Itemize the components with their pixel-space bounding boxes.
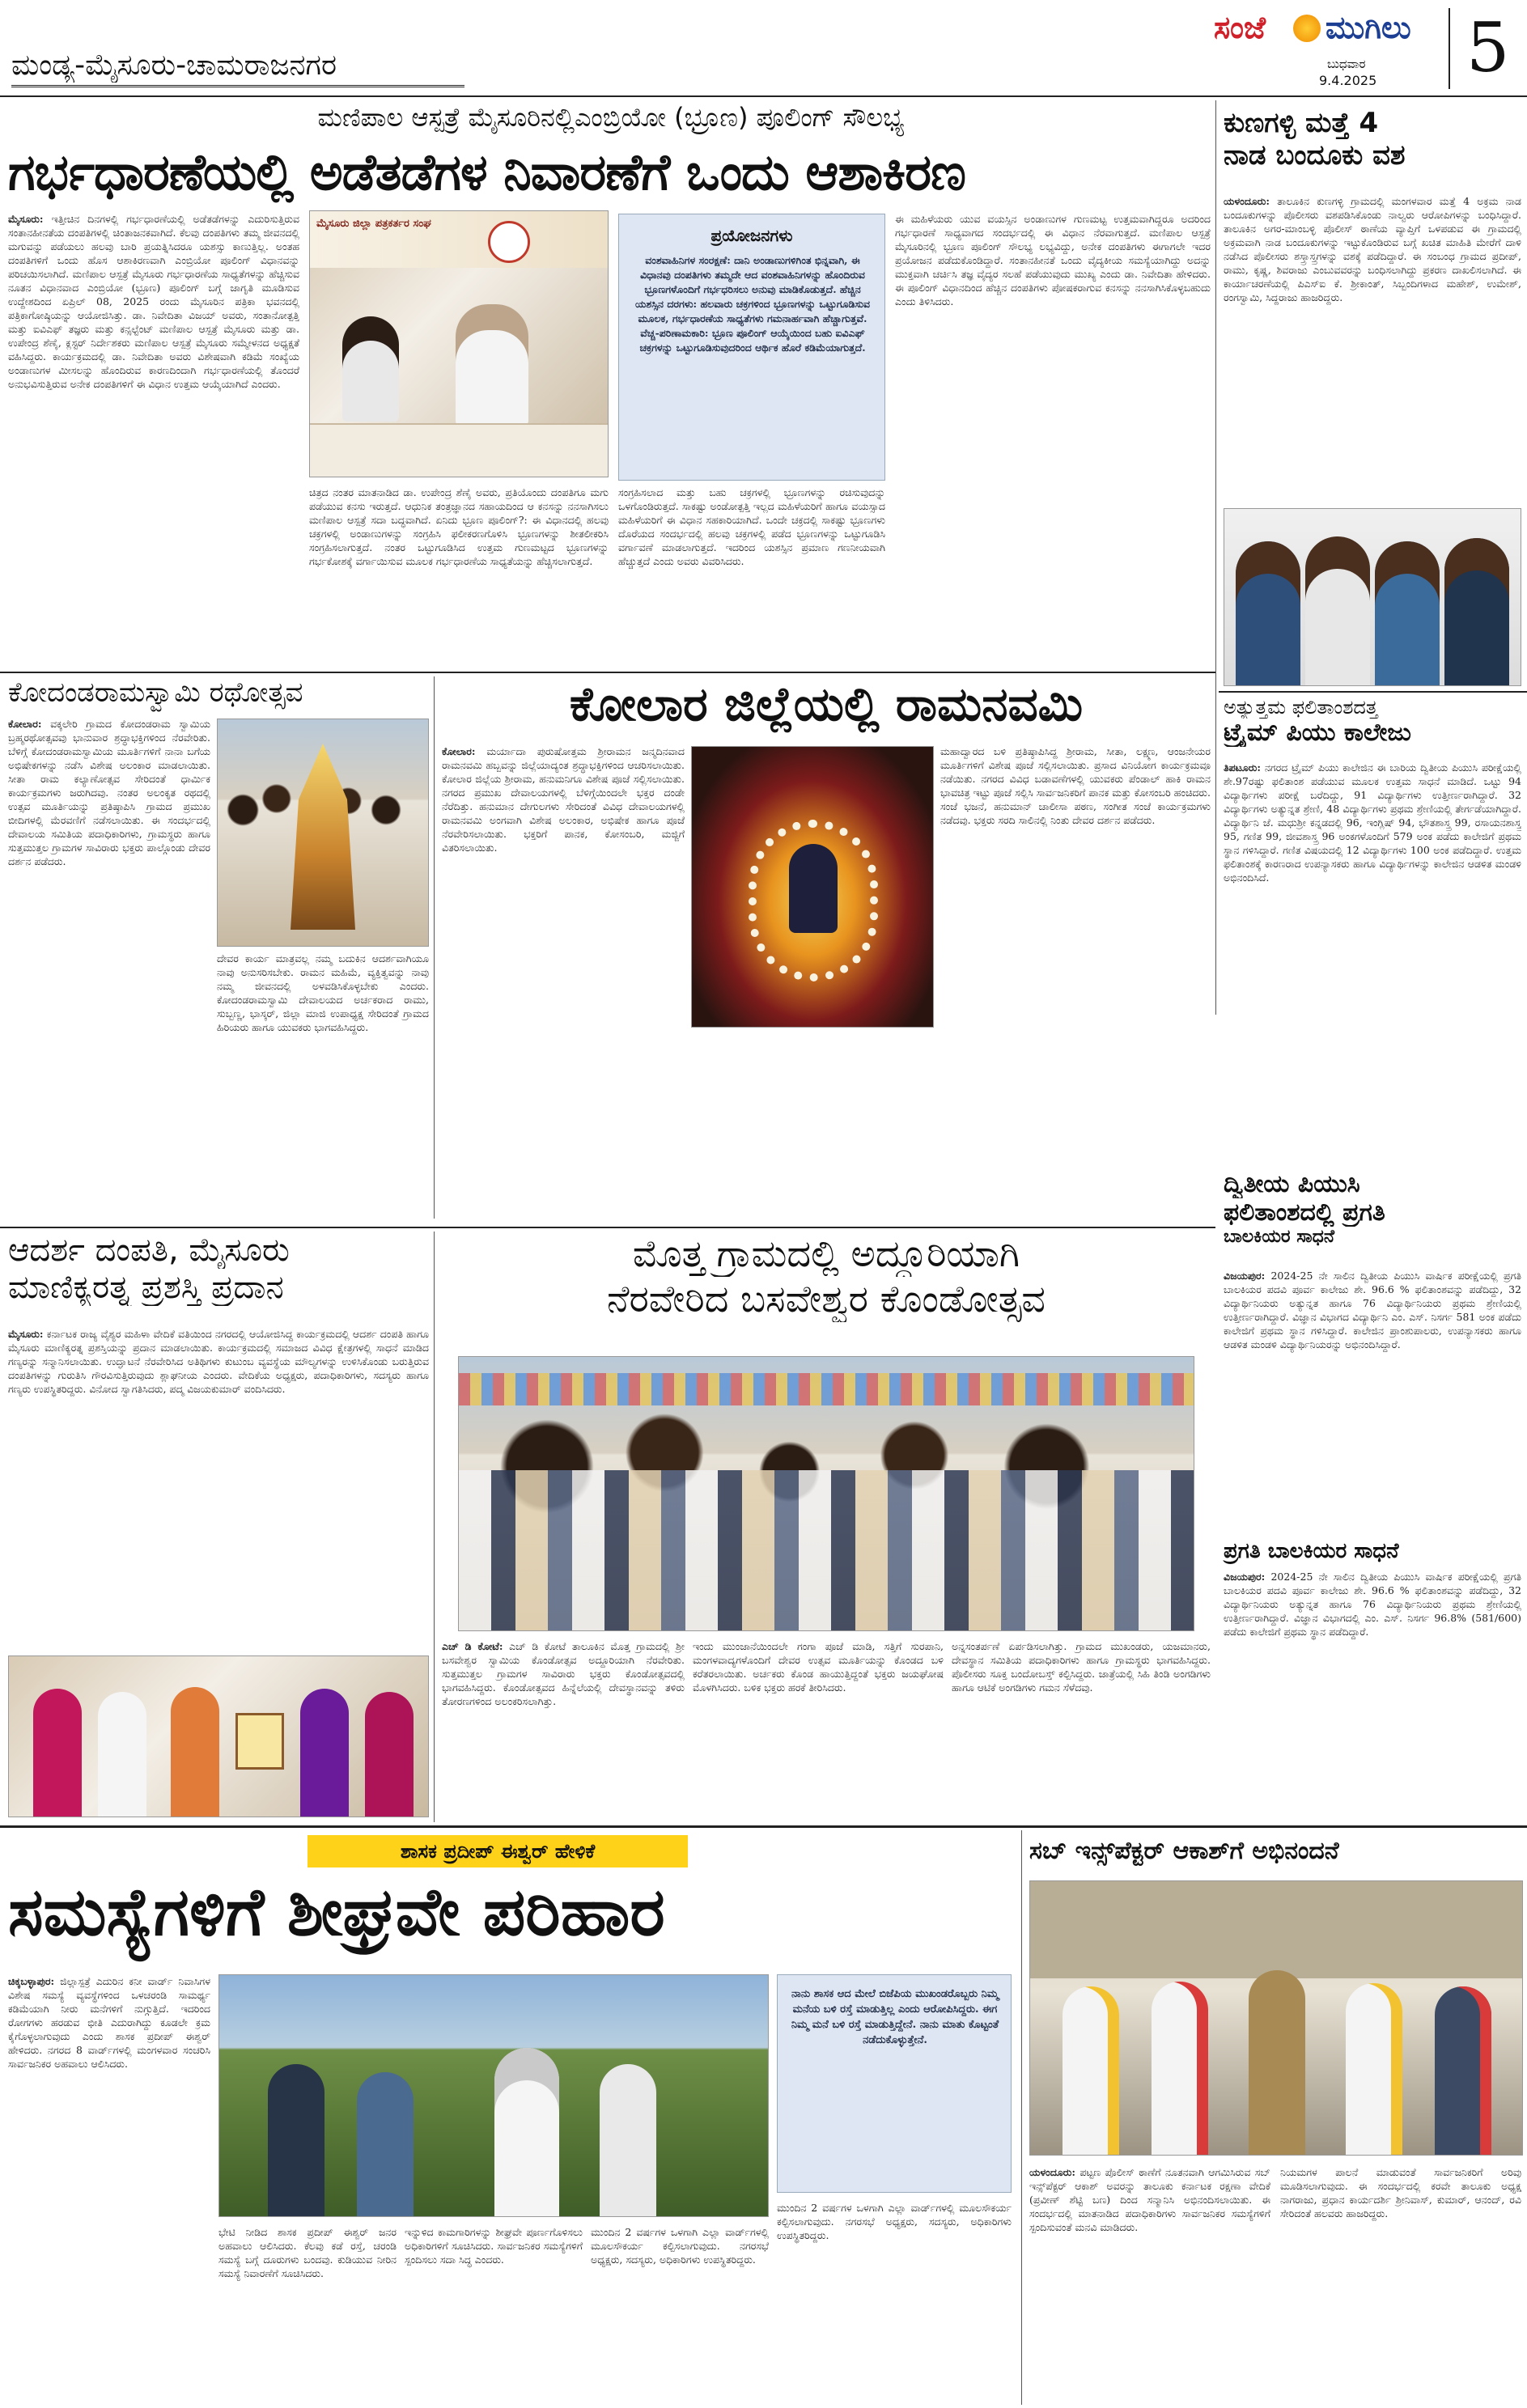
kolar-headline: ಕೋಲಾರ ಜಿಲ್ಲೆಯಲ್ಲಿ ರಾಮನವಮಿ (569, 676, 1084, 731)
bottom-col-5: ಮುಂದಿನ 2 ವರ್ಷಗಳ ಒಳಗಾಗಿ ಎಲ್ಲಾ ವಾರ್ಡ್‌ಗಳಲ್ಲಿ ಮೂಲಸೌಕರ್ಯ ಕಲ್ಪಿಸಲಾಗುವುದು. ನಗರಸಭೆ ಅಧ್ಯಕ್ಷರು, ಸದಸ್ಯರು, ಅಧಿಕಾರಿಗಳು ಉಪಸ್ಥಿತರಿದ್ದರು. (777, 2202, 1012, 2241)
member-2 (1152, 1982, 1208, 2156)
bottom-col-3: ಇನ್ನುಳಿದ ಕಾಮಗಾರಿಗಳನ್ನು ಶೀಘ್ರವೇ ಪೂರ್ಣಗೊಳಿಸಲು ಅಧಿಕಾರಿಗಳಿಗೆ ಸೂಚಿಸಿದರು. ಸಾರ್ವಜನಿಕರ ಸಮಸ್ಯೆಗಳಿಗೆ ಸ್ಪಂದಿಸಲು ಸದಾ ಸಿದ್ಧ ಎಂದರು. (405, 2226, 583, 2266)
pragati-2-headline: ಪ್ರಗತಿ ಬಾಲಕಿಯರ ಸಾಧನೆ (1224, 1539, 1399, 1563)
resident-2 (357, 2072, 414, 2217)
issue-date: 9.4.2025 (1319, 73, 1377, 88)
kodanda-col-1: ಕೋಲಾರ: ವಕ್ಕಲೇರಿ ಗ್ರಾಮದ ಕೋದಂಡರಾಮ ಸ್ವಾಮಿಯ ಬ್ರಹ್ಮರಥೋತ್ಸವವು ಭಾನುವಾರ ಶ್ರದ್ಧಾಭಕ್ತಿಗಳಿಂದ ನೆರವೇರಿತು. ಬೆಳಿಗ್ಗೆ ಕೋದಂಡರಾಮಸ್ವಾಮಿಯ ಮೂರ್ತಿಗಳಿಗೆ ನಾನಾ ಬಗೆಯ ಅಭಿಷೇಕಗಳನ್ನು ನಡೆಸಿ ವಿಶೇಷ ಅಲಂಕಾರ ಮಾಡಲಾಯಿತು. ಸೀತಾ ರಾಮ ಕಲ್ಯಾಣೋತ್ಸವ ಸೇರಿದಂತೆ ಧಾರ್ಮಿಕ ಕಾರ್ಯಕ್ರಮಗಳು ಜರುಗಿದವು. ನಂತರ ಅಲಂಕೃತ ರಥದಲ್ಲಿ ಉತ್ಸವ ಮೂರ್ತಿಯನ್ನು ಪ್ರತಿಷ್ಠಾಪಿಸಿ ಗ್ರಾಮದ ಪ್ರಮುಖ ಬೀದಿಗಳಲ್ಲಿ ಮೆರವಣಿಗೆ ನಡೆಸಲಾಯಿತು. ಈ ಸಂದರ್ಭದಲ್ಲಿ ದೇವಾಲಯ ಸಮಿತಿಯ ಪದಾಧಿಕಾರಿಗಳು, ಗ್ರಾಮಸ್ಥರು ಹಾಗೂ ಸುತ್ತಮುತ್ತಲ ಗ್ರಾಮಗಳ ಸಾವಿರಾರು ಭಕ್ತರು ಪಾಲ್ಗೊಂಡು ದೇವರ ದರ್ಶನ ಪಡೆದರು. (8, 718, 210, 867)
kondotsava-photo (458, 1356, 1194, 1631)
award-photo (8, 1656, 429, 1817)
resident-1 (268, 2064, 324, 2217)
adarsha-headline: ಆದರ್ಶ ದಂಪತಿ, ಮೈಸೂರು ಮಾಣಿಕ್ಯರತ್ನ ಪ್ರಶಸ್ತಿ ಪ್ರದಾನ (8, 1232, 290, 1306)
press-meet-photo (309, 210, 609, 477)
quote-box: ನಾನು ಶಾಸಕ ಆದ ಮೇಲೆ ಬಿಜೆಪಿಯ ಮುಖಂಡರೊಬ್ಬರು ನಿಮ್ಮ ಮನೆಯ ಬಳಿ ರಸ್ತೆ ಮಾಡುತ್ತಿಲ್ಲ ಎಂದು ಆರೋಪಿಸಿದ್ದರು. ಈಗ ನಿಮ್ಮ ಮನೆ ಬಳಿ ರಸ್ತೆ ಮಾಡುತ್ತಿದ್ದೇನೆ. ನಾನು ಮಾತು ಕೊಟ್ಟಂತೆ ನಡೆದುಕೊಳ್ಳುತ್ತೇನೆ. (777, 1974, 1012, 2193)
main-col-4: ಈ ಮಹಿಳೆಯರು ಯುವ ವಯಸ್ಸಿನ ಅಂಡಾಣುಗಳ ಗುಣಮಟ್ಟ ಉತ್ತಮವಾಗಿದ್ದರೂ ಅದರಿಂದ ಗರ್ಭಧಾರಣೆ ಸಾಧ್ಯವಾಗದ ಸಂದರ್ಭದಲ್ಲಿ ಈ ವಿಧಾನ ನೆರವಾಗುತ್ತದೆ. ಮಣಿಪಾಲ ಆಸ್ಪತ್ರೆ ಮೈಸೂರಿನಲ್ಲಿ ಭ್ರೂಣ ಪೂಲಿಂಗ್ ಸೌಲಭ್ಯ ಲಭ್ಯವಿದ್ದು, ಅನೇಕ ದಂಪತಿಗಳು ಈಗಾಗಲೇ ಇದರ ಪ್ರಯೋಜನ ಪಡೆದುಕೊಂಡಿದ್ದಾರೆ. ಸಂತಾನಹೀನತೆ ಒಂದು ವೈದ್ಯಕೀಯ ಸಮಸ್ಯೆಯಾಗಿದ್ದು ಅದನ್ನು ಮುಕ್ತವಾಗಿ ಚರ್ಚಿಸಿ ತಜ್ಞ ವೈದ್ಯರ ಸಲಹೆ ಪಡೆಯುವುದು ಮುಖ್ಯ ಎಂದು ಡಾ. ನಿವೇದಿತಾ ಹೇಳಿದರು. ಈ ಪೂಲಿಂಗ್ ವಿಧಾನದಿಂದ ಹೆಚ್ಚಿನ ದಂಪತಿಗಳು ಪೋಷಕರಾಗುವ ಕನಸನ್ನು ನನಸಾಗಿಸಿಕೊಳ್ಳಬಹುದು ಎಂದು ತಿಳಿಸಿದರು. (895, 213, 1211, 307)
garland (749, 820, 878, 981)
page-number: 5 (1466, 8, 1510, 87)
benefits-box (618, 214, 885, 481)
pu-body: ತಿಪಟೂರು: ನಗರದ ಟ್ರೈಮ್ ಪಿಯು ಕಾಲೇಜಿನ ಈ ಬಾರಿಯ ದ್ವಿತೀಯ ಪಿಯುಸಿ ಪರೀಕ್ಷೆಯಲ್ಲಿ ಶೇ.97ರಷ್ಟು ಫಲಿತಾಂಶ ಪಡೆಯುವ ಮೂಲಕ ಉತ್ತಮ ಸಾಧನೆ ಮಾಡಿದೆ. ಒಟ್ಟು 94 ವಿದ್ಯಾರ್ಥಿಗಳು ಪರೀಕ್ಷೆ ಬರೆದಿದ್ದು, 91 ವಿದ್ಯಾರ್ಥಿಗಳು ಉತ್ತೀರ್ಣರಾಗಿದ್ದಾರೆ. 32 ವಿದ್ಯಾರ್ಥಿಗಳು ಅತ್ಯುನ್ನತ ಶ್ರೇಣಿ, 48 ವಿದ್ಯಾರ್ಥಿಗಳು ಪ್ರಥಮ ಶ್ರೇಣಿಯಲ್ಲಿ ತೇರ್ಗಡೆಯಾಗಿದ್ದಾರೆ. ವಿದ್ಯಾರ್ಥಿನಿ ಜೆ. ಮಧುಶ್ರೀ ಕನ್ನಡದಲ್ಲಿ 96, ಇಂಗ್ಲಿಷ್ 94, ಭೌತಶಾಸ್ತ್ರ 99, ರಸಾಯನಶಾಸ್ತ್ರ 95, ಗಣಿತ 99, ಜೀವಶಾಸ್ತ್ರ 96 ಅಂಕಗಳೊಂದಿಗೆ 579 ಅಂಕ ಪಡೆದು ಕಾಲೇಜಿಗೆ ಪ್ರಥಮ ಸ್ಥಾನ ಗಳಿಸಿದ್ದಾರೆ. ಗಣಿತ ವಿಷಯದಲ್ಲಿ 12 ವಿದ್ಯಾರ್ಥಿಗಳು 100 ಅಂಕ ಪಡೆದಿದ್ದಾರೆ. ಉತ್ತಮ ಫಲಿತಾಂಶಕ್ಕೆ ಕಾರಣರಾದ ಉಪನ್ಯಾಸಕರು ಹಾಗೂ ವಿದ್ಯಾರ್ಥಿಗಳನ್ನು ಕಾಲೇಜಿನ ಆಡಳಿತ ಮಂಡಳಿ ಅಭಿನಂದಿಸಿದೆ. (1224, 761, 1521, 884)
person-4 (1444, 538, 1509, 686)
pragati-2-body: ವಿಜಯಪುರ: 2024-25 ನೇ ಸಾಲಿನ ದ್ವಿತೀಯ ಪಿಯುಸಿ ವಾರ್ಷಿಕ ಪರೀಕ್ಷೆಯಲ್ಲಿ ಪ್ರಗತಿ ಬಾಲಕಿಯರ ಪದವಿ ಪೂರ್ವ ಕಾಲೇಜು ಶೇ. 96.6 % ಫಲಿತಾಂಶವನ್ನು ಪಡೆದಿದ್ದು, 32 ವಿದ್ಯಾರ್ಥಿನಿಯರು ಅತ್ಯುನ್ನತ ಹಾಗೂ 76 ವಿದ್ಯಾರ್ಥಿನಿಯರು ಪ್ರಥಮ ಶ್ರೇಣಿಯಲ್ಲಿ ಉತ್ತೀರ್ಣರಾಗಿದ್ದಾರೆ. ವಿಜ್ಞಾನ ವಿಭಾಗದಲ್ಲಿ ಎಂ. ಎಸ್. ನಿಸರ್ಗ 96.8% (581/600) ಪಡೆದು ಕಾಲೇಜಿಗೆ ಪ್ರಥಮ ಸ್ಥಾನ ಪಡೆದಿದ್ದಾರೆ. (1224, 1571, 1521, 1638)
rama-idol-photo (691, 746, 934, 1028)
member-3 (1346, 1983, 1402, 2156)
basava-col-2: ಇಂದು ಮುಂಜಾನೆಯಿಂದಲೇ ಗಂಗಾ ಪೂಜೆ ಮಾಡಿ, ಸತ್ತಿಗೆ ಸುರಪಾನಿ, ಮಂಗಳವಾದ್ಯಗಳೊಂದಿಗೆ ದೇವರ ಉತ್ಸವ ಮೂರ್ತಿಯನ್ನು ಕೊಂಡದ ಬಳಿ ಕರೆತರಲಾಯಿತು. ಅರ್ಚಕರು ಕೊಂಡ ಹಾಯುತ್ತಿದ್ದಂತೆ ಭಕ್ತರು ಜಯಘೋಷ ಮೊಳಗಿಸಿದರು. ಬಳಿಕ ಭಕ್ತರು ಹರಕೆ ತೀರಿಸಿದರು. (693, 1640, 944, 1694)
award-frame (235, 1713, 284, 1770)
person-1 (1236, 541, 1300, 686)
region-banner (11, 47, 464, 87)
police-station-building (1030, 1881, 1523, 1978)
pu-headline: ಅತ್ಯುತ್ತಮ ಫಲಿತಾಂಶದತ್ತ ಟ್ರೈಮ್ ಪಿಯು ಕಾಲೇಜು (1224, 696, 1411, 747)
guns-body: ಯಳಂದೂರು: ತಾಲೂಕಿನ ಕುಣಗಳ್ಳಿ ಗ್ರಾಮದಲ್ಲಿ ಮಂಗಳವಾರ ಮತ್ತೆ 4 ಅಕ್ರಮ ನಾಡ ಬಂದೂಕುಗಳನ್ನು ಪೊಲೀಸರು ವಶಪಡಿಸಿಕೊಂಡು ನಾಲ್ವರು ಆರೋಪಿಗಳನ್ನು ಬಂಧಿಸಿದ್ದಾರೆ. ತಾಲೂಕಿನ ಅಗರ-ಮಾಂಬಳ್ಳಿ ಪೊಲೀಸ್ ಠಾಣೆಯ ವ್ಯಾಪ್ತಿಗೆ ಒಳಪಡುವ ಈ ಗ್ರಾಮದಲ್ಲಿ ಅಕ್ರಮವಾಗಿ ನಾಡ ಬಂದೂಕುಗಳನ್ನು ಇಟ್ಟುಕೊಂಡಿರುವ ಬಗ್ಗೆ ಖಚಿತ ಮಾಹಿತಿ ಮೇರೆಗೆ ದಾಳಿ ನಡೆಸಿದ ಪೊಲೀಸರು ಶಸ್ತ್ರಾಸ್ತ್ರಗಳನ್ನು ವಶಕ್ಕೆ ಪಡೆದಿದ್ದಾರೆ. ಈ ಸಂಬಂಧ ಗ್ರಾಮದ ಪ್ರದೀಪ್, ರಾಮು, ಕೃಷ್ಣ, ಶಿವರಾಜು ಎಂಬುವವರನ್ನು ಬಂಧಿಸಲಾಗಿದ್ದು ಪ್ರಕರಣ ದಾಖಲಿಸಲಾಗಿದೆ. ಈ ಕಾರ್ಯಾಚರಣೆಯಲ್ಲಿ ಪಿಎಸ್‌ಐ ಕೆ. ಶ್ರೀಕಾಂತ್, ಸಿಬ್ಬಂದಿಗಳಾದ ಮಹೇಶ್, ಉಮೇಶ್, ರಂಗಸ್ವಾಮಿ, ಸಿದ್ದರಾಜು ಹಾಜರಿದ್ದರು. (1224, 195, 1521, 303)
sun-icon (1293, 15, 1321, 42)
masthead (0, 0, 1527, 97)
brand-right: ಮುಗಿಲು (1326, 10, 1411, 45)
bottom-headline: ಸಮಸ್ಯೆಗಳಿಗೆ ಶೀಘ್ರವೇ ಪರಿಹಾರ (8, 1874, 665, 1951)
emblem-icon (488, 221, 530, 263)
speaker-man (456, 304, 528, 426)
si-col-1: ಯಳಂದೂರು: ಪಟ್ಟಣ ಪೊಲೀಸ್ ಠಾಣೆಗೆ ನೂತನವಾಗಿ ಆಗಮಿಸಿರುವ ಸಬ್ ಇನ್ಸ್‌ಪೆಕ್ಟರ್ ಆಕಾಶ್ ಅವರನ್ನು ತಾಲೂಕು ಕರ್ನಾಟಕ ರಕ್ಷಣಾ ವೇದಿಕೆ (ಪ್ರವೀಣ್ ಶೆಟ್ಟಿ ಬಣ) ದಿಂದ ಸನ್ಮಾನಿಸಿ ಅಭಿನಂದಿಸಲಾಯಿತು. ಈ ಸಂದರ್ಭದಲ್ಲಿ ಮಾತನಾಡಿದ ಪದಾಧಿಕಾರಿಗಳು ಸಾರ್ವಜನಿಕರ ಸಮಸ್ಯೆಗಳಿಗೆ ಸ್ಪಂದಿಸುವಂತೆ ಮನವಿ ಮಾಡಿದರು. (1029, 2166, 1270, 2233)
press-banner: ಮೈಸೂರು ಜಿಲ್ಲಾ ಪತ್ರಕರ್ತರ ಸಂಘ (310, 211, 609, 268)
region-title: ಮಂಡ್ಯ-ಮೈಸೂರು-ಚಾಮರಾಜನಗರ (11, 49, 337, 82)
si-col-2: ನಿಯಮಗಳ ಪಾಲನೆ ಮಾಡುವಂತೆ ಸಾರ್ವಜನಿಕರಿಗೆ ಅರಿವು ಮೂಡಿಸಲಾಗುವುದು. ಈ ಸಂದರ್ಭದಲ್ಲಿ ಕರವೇ ತಾಲೂಕು ಅಧ್ಯಕ್ಷ ನಾಗರಾಜು, ಪ್ರಧಾನ ಕಾರ್ಯದರ್ಶಿ ಶ್ರೀನಿವಾಸ್, ಕುಮಾರ್, ಆನಂದ್, ರವಿ ಸೇರಿದಂತೆ ಹಲವರು ಹಾಜರಿದ್ದರು. (1280, 2166, 1521, 2219)
kolar-col-2: ಮಹಾದ್ವಾರದ ಬಳಿ ಪ್ರತಿಷ್ಠಾಪಿಸಿದ್ದ ಶ್ರೀರಾಮ, ಸೀತಾ, ಲಕ್ಷ್ಮಣ, ಆಂಜನೇಯರ ಮೂರ್ತಿಗಳಿಗೆ ವಿಶೇಷ ಪೂಜೆ ಸಲ್ಲಿಸಲಾಯಿತು. ಪ್ರಸಾದ ವಿನಿಯೋಗ ಕಾರ್ಯಕ್ರಮವೂ ನಡೆಯಿತು. ನಗರದ ವಿವಿಧ ಬಡಾವಣೆಗಳಲ್ಲಿ ಯುವಕರು ಪೆಂಡಾಲ್ ಹಾಕಿ ರಾಮನ ಭಾವಚಿತ್ರ ಇಟ್ಟು ಪೂಜೆ ಸಲ್ಲಿಸಿ ಸಾರ್ವಜನಿಕರಿಗೆ ಪಾನಕ ಮತ್ತು ಕೋಸಂಬರಿ ಹಂಚಿದರು. ಸಂಜೆ ಭಜನೆ, ಹನುಮಾನ್ ಚಾಲೀಸಾ ಪಠಣ, ಸಂಗೀತ ಸಂಜೆ ಕಾರ್ಯಕ್ರಮಗಳು ನಡೆದವು. ಭಕ್ತರು ಸರದಿ ಸಾಲಿನಲ್ಲಿ ನಿಂತು ದೇವರ ದರ್ಶನ ಪಡೆದರು. (940, 745, 1211, 826)
member-4 (1435, 1986, 1491, 2156)
crowd (459, 1470, 1194, 1631)
accused-photo (1224, 508, 1521, 686)
main-kicker: ಮಣಿಪಾಲ ಆಸ್ಪತ್ರೆ ಮೈಸೂರಿನಲ್ಲಿಎಂಬ್ರಿಯೋ (ಭ್ರೂಣ) ಪೂಲಿಂಗ್ ಸೌಲಭ್ಯ (317, 102, 905, 133)
kolar-col-1: ಕೋಲಾರ: ಮರ್ಯಾದಾ ಪುರುಷೋತ್ತಮ ಶ್ರೀರಾಮನ ಜನ್ಮದಿನವಾದ ರಾಮನವಮಿ ಹಬ್ಬವನ್ನು ಜಿಲ್ಲೆಯಾದ್ಯಂತ ಶ್ರದ್ಧಾಭಕ್ತಿಗಳಿಂದ ಆಚರಿಸಲಾಯಿತು. ಕೋಲಾರ ಜಿಲ್ಲೆಯ ಶ್ರೀರಾಮ, ಹನುಮನಿಗೂ ವಿಶೇಷ ಪೂಜೆ ಸಲ್ಲಿಸಲಾಯಿತು. ನಗರದ ಪ್ರಮುಖ ದೇವಾಲಯಗಳಲ್ಲಿ ಬೆಳಿಗ್ಗೆಯಿಂದಲೇ ಭಕ್ತರ ದಂಡೇ ನೆರೆದಿತ್ತು. ಹನುಮಾನ ದೇಗುಲಗಳು ಸೇರಿದಂತೆ ವಿವಿಧ ದೇವಾಲಯಗಳಲ್ಲಿ ರಾಮನವಮಿ ಅಂಗವಾಗಿ ವಿಶೇಷ ಅಲಂಕಾರ, ಅಭಿಷೇಕ ಹಾಗೂ ಪೂಜೆ ನೆರವೇರಿಸಲಾಯಿತು. ಭಕ್ತರಿಗೆ ಪಾನಕ, ಕೋಸಂಬರಿ, ಮಜ್ಜಿಗೆ ವಿತರಿಸಲಾಯಿತು. (442, 745, 685, 854)
kodanda-headline: ಕೋದಂಡರಾಮಸ್ವಾಮಿ ರಥೋತ್ಸವ (8, 676, 303, 709)
main-col-2: ಚಿತ್ರದ ನಂತರ ಮಾತನಾಡಿದ ಡಾ. ಉಪೇಂದ್ರ ಶೆಣೈ ಅವರು, ಪ್ರತಿಯೊಂದು ದಂಪತಿಗೂ ಮಗು ಪಡೆಯುವ ಕನಸು ಇರುತ್ತದೆ. ಆಧುನಿಕ ತಂತ್ರಜ್ಞಾನದ ಸಹಾಯದಿಂದ ಆ ಕನಸನ್ನು ನನಸಾಗಿಸಲು ಮಣಿಪಾಲ ಆಸ್ಪತ್ರೆ ಸದಾ ಬದ್ಧವಾಗಿದೆ. ಏನಿದು ಭ್ರೂಣ ಪೂಲಿಂಗ್?: ಈ ವಿಧಾನದಲ್ಲಿ ಹಲವು ಚಕ್ರಗಳಲ್ಲಿ ಅಂಡಾಣುಗಳನ್ನು ಸಂಗ್ರಹಿಸಿ ಫಲೀಕರಣಗೊಳಿಸಿ ಭ್ರೂಣಗಳನ್ನು ಶೀತಲೀಕರಿಸಿ ಸಂಗ್ರಹಿಸಲಾಗುತ್ತದೆ. ನಂತರ ಒಟ್ಟುಗೂಡಿಸಿದ ಉತ್ತಮ ಗುಣಮಟ್ಟದ ಭ್ರೂಣಗಳನ್ನು ಗರ್ಭಕೋಶಕ್ಕೆ ವರ್ಗಾಯಿಸುವ ಮೂಲಕ ಗರ್ಭಧಾರಣೆಯ ಸಾಧ್ಯತೆಯನ್ನು ಹೆಚ್ಚಿಸಲಾಗುತ್ತದೆ. (309, 486, 609, 567)
person-2 (1305, 536, 1370, 686)
resident-3 (600, 2064, 656, 2217)
member-1 (1063, 1986, 1119, 2156)
main-dateline: ಮೈಸೂರು: (8, 213, 44, 225)
brand-left: ಸಂಜೆ (1214, 10, 1266, 45)
adarsha-body: ಮೈಸೂರು: ಕರ್ನಾಟಕ ರಾಜ್ಯ ವೈಶ್ಯರ ಮಹಿಳಾ ವೇದಿಕೆ ವತಿಯಿಂದ ನಗರದಲ್ಲಿ ಆಯೋಜಿಸಿದ್ದ ಕಾರ್ಯಕ್ರಮದಲ್ಲಿ ಆದರ್ಶ ದಂಪತಿ ಹಾಗೂ ಮೈಸೂರು ಮಾಣಿಕ್ಯರತ್ನ ಪ್ರಶಸ್ತಿಯನ್ನು ಪ್ರದಾನ ಮಾಡಲಾಯಿತು. ಕಾರ್ಯಕ್ರಮದಲ್ಲಿ ಸಮಾಜದ ವಿವಿಧ ಕ್ಷೇತ್ರಗಳಲ್ಲಿ ಸಾಧನೆ ಮಾಡಿದ ಗಣ್ಯರನ್ನು ಸನ್ಮಾನಿಸಲಾಯಿತು. ಉದ್ಘಾಟನೆ ನೆರವೇರಿಸಿದ ಅತಿಥಿಗಳು ಕುಟುಂಬ ವ್ಯವಸ್ಥೆಯ ಮೌಲ್ಯಗಳನ್ನು ಉಳಿಸಿಕೊಂಡು ಬರುತ್ತಿರುವ ದಂಪತಿಗಳನ್ನು ಗುರುತಿಸಿ ಗೌರವಿಸುತ್ತಿರುವುದು ಶ್ಲಾಘನೀಯ ಎಂದರು. ವೇದಿಕೆಯ ಅಧ್ಯಕ್ಷರು, ಪದಾಧಿಕಾರಿಗಳು, ಸದಸ್ಯರು ಹಾಗೂ ಗಣ್ಯರು ಉಪಸ್ಥಿತರಿದ್ದರು. ವಿನೋದ ಸ್ವಾಗತಿಸಿದರು, ಪದ್ಮ ವಿಜಯಕುಮಾರ್ ವಂದಿಸಿದರು. (8, 1328, 429, 1395)
benefits-title: ಪ್ರಯೋಜನಗಳು (710, 226, 793, 245)
main-col-3: ಸಂಗ್ರಹಿಸಲಾದ ಮತ್ತು ಬಹು ಚಕ್ರಗಳಲ್ಲಿ ಭ್ರೂಣಗಳನ್ನು ರಚಿಸುವುದನ್ನು ಒಳಗೊಂಡಿರುತ್ತದೆ. ಸಾಕಷ್ಟು ಅಂಡೋತ್ಪತ್ತಿ ಇಲ್ಲದ ಮಹಿಳೆಯರಿಗೆ ಹಾಗೂ ವಯಸ್ಸಾದ ಮಹಿಳೆಯರಿಗೆ ಈ ವಿಧಾನ ಸಹಕಾರಿಯಾಗಿದೆ. ಒಂದೇ ಚಕ್ರದಲ್ಲಿ ಸಾಕಷ್ಟು ಭ್ರೂಣಗಳು ದೊರೆಯದ ಸಂದರ್ಭದಲ್ಲಿ ಹಲವು ಚಕ್ರಗಳಲ್ಲಿ ಪಡೆದ ಭ್ರೂಣಗಳನ್ನು ಒಟ್ಟುಗೂಡಿಸಿ ವರ್ಗಾವಣೆ ಮಾಡಲಾಗುತ್ತದೆ. ಇದರಿಂದ ಯಶಸ್ಸಿನ ಪ್ರಮಾಣ ಗಣನೀಯವಾಗಿ ಹೆಚ್ಚುತ್ತದೆ ಎಂದು ಅವರು ವಿವರಿಸಿದರು. (618, 486, 885, 567)
flag-garland (459, 1373, 1194, 1405)
chariot (282, 744, 363, 930)
felicitation-photo (1029, 1880, 1523, 2156)
bottom-col-1: ಚಿಕ್ಕಬಳ್ಳಾಪುರ: ಜಿಲ್ಲಾಸ್ಪತ್ರೆ ಎದುರಿನ ಕನೀ ವಾರ್ಡ್ ನಿವಾಸಿಗಳ ವಿಶೇಷ ಸಮಸ್ಯೆ ವ್ಯವಸ್ಥೆಗಳಿಂದ ಒಳಚರಂಡಿ ಸಾಮರ್ಥ್ಯ ಕಡಿಮೆಯಾಗಿ ನೀರು ಮನೆಗಳಿಗೆ ನುಗ್ಗುತ್ತಿದೆ. ಇದರಿಂದ ರೋಗಗಳು ಹರಡುವ ಭೀತಿ ಎದುರಾಗಿದ್ದು ಕೂಡಲೇ ಕ್ರಮ ಕೈಗೊಳ್ಳಲಾಗುವುದು ಎಂದು ಶಾಸಕ ಪ್ರದೀಪ್ ಈಶ್ವರ್ ಹೇಳಿದರು. ನಗರದ 8 ವಾರ್ಡ್‌ಗಳಲ್ಲಿ ಮಂಗಳವಾರ ಸಂಚರಿಸಿ ಸಾರ್ವಜನಿಕರ ಅಹವಾಲು ಆಲಿಸಿದರು. (8, 1975, 210, 2070)
award-person-4 (300, 1689, 349, 1817)
issue-day: ಬುಧವಾರ (1327, 57, 1366, 71)
pragati-headline: ದ್ವಿತೀಯ ಪಿಯುಸಿ ಫಲಿತಾಂಶದಲ್ಲಿ ಪ್ರಗತಿ ಬಾಲಕಿಯರ ಸಾಧನೆ (1224, 1170, 1385, 1247)
si-figure (1249, 1970, 1305, 2156)
kodanda-col-2: ದೇವರ ಕಾರ್ಯ ಮಾತ್ರವಲ್ಲ ನಮ್ಮ ಬದುಕಿನ ಆದರ್ಶವಾಗಿಯೂ ನಾವು ಅನುಸರಿಸಬೇಕು. ರಾಮನ ಮಹಿಮೆ, ವ್ಯಕ್ತಿತ್ವವನ್ನು ನಾವು ನಮ್ಮ ಜೀವನದಲ್ಲಿ ಅಳವಡಿಸಿಕೊಳ್ಳಬೇಕು ಎಂದರು. ಕೋದಂಡರಾಮಸ್ವಾಮಿ ದೇವಾಲಯದ ಅರ್ಚಕರಾದ ರಾಮು, ಸುಬ್ಬಣ್ಣ, ಭಾಸ್ಕರ್, ಜಿಲ್ಲಾ ಮಾಜಿ ಉಪಾಧ್ಯಕ್ಷ ಸೇರಿದಂತೆ ಗ್ರಾಮದ ಹಿರಿಯರು ಹಾಗೂ ಯುವಕರು ಭಾಗವಹಿಸಿದ್ದರು. (217, 952, 429, 1033)
award-person-2 (98, 1692, 146, 1817)
mla-figure (494, 2048, 559, 2217)
speaker-woman (342, 316, 399, 422)
award-person-3 (171, 1687, 219, 1817)
pragati-body: ವಿಜಯಪುರ: 2024-25 ನೇ ಸಾಲಿನ ದ್ವಿತೀಯ ಪಿಯುಸಿ ವಾರ್ಷಿಕ ಪರೀಕ್ಷೆಯಲ್ಲಿ ಪ್ರಗತಿ ಬಾಲಕಿಯರ ಪದವಿ ಪೂರ್ವ ಕಾಲೇಜು ಶೇ. 96.6 % ಫಲಿತಾಂಶವನ್ನು ಪಡೆದಿದ್ದು, 32 ವಿದ್ಯಾರ್ಥಿನಿಯರು ಅತ್ಯುನ್ನತ ಹಾಗೂ 76 ವಿದ್ಯಾರ್ಥಿನಿಯರು ಪ್ರಥಮ ಶ್ರೇಣಿಯಲ್ಲಿ ಉತ್ತೀರ್ಣರಾಗಿದ್ದಾರೆ. ವಿಜ್ಞಾನ ವಿಭಾಗದ ವಿದ್ಯಾರ್ಥಿನಿ ಎಂ. ಎಸ್. ನಿಸರ್ಗ 581 ಅಂಕ ಪಡೆದು ಕಾಲೇಜಿಗೆ ಪ್ರಥಮ ಸ್ಥಾನ ಗಳಿಸಿದ್ದಾರೆ. ಕಾಲೇಜಿನ ಪ್ರಾಂಶುಪಾಲರು, ಉಪನ್ಯಾಸಕರು ಹಾಗೂ ಆಡಳಿತ ಮಂಡಳಿ ವಿದ್ಯಾರ್ಥಿನಿಯರನ್ನು ಅಭಿನಂದಿಸಿದ್ದಾರೆ. (1224, 1270, 1521, 1350)
mla-visit-photo (218, 1974, 769, 2217)
guns-headline: ಕುಣಗಳ್ಳಿ ಮತ್ತೆ 4 ನಾಡ ಬಂದೂಕು ವಶ (1224, 107, 1406, 172)
basava-headline: ಮೊತ್ತ ಗ್ರಾಮದಲ್ಲಿ ಅದ್ದೂರಿಯಾಗಿ ನೆರವೇರಿದ ಬಸವೇಶ್ವರ ಕೊಂಡೋತ್ಸವ (607, 1232, 1046, 1321)
person-3 (1375, 541, 1440, 686)
bottom-col-2: ಭೇಟಿ ನೀಡಿದ ಶಾಸಕ ಪ್ರದೀಪ್ ಈಶ್ವರ್ ಜನರ ಅಹವಾಲು ಆಲಿಸಿದರು. ಕೆಲವು ಕಡೆ ರಸ್ತೆ, ಚರಂಡಿ ಸಮಸ್ಯೆ ಬಗ್ಗೆ ದೂರುಗಳು ಬಂದವು. ಕುಡಿಯುವ ನೀರಿನ ಸಮಸ್ಯೆ ನಿವಾರಣೆಗೆ ಸೂಚಿಸಿದರು. (218, 2226, 397, 2279)
press-table (310, 423, 609, 477)
brand-logo (1214, 10, 1449, 58)
basava-col-3: ಅನ್ನಸಂತರ್ಪಣೆ ಏರ್ಪಡಿಸಲಾಗಿತ್ತು. ಗ್ರಾಮದ ಮುಖಂಡರು, ಯಜಮಾನರು, ದೇವಸ್ಥಾನ ಸಮಿತಿಯ ಪದಾಧಿಕಾರಿಗಳು ಹಾಗೂ ಗ್ರಾಮಸ್ಥರು ಭಾಗವಹಿಸಿದ್ದರು. ಪೊಲೀಸರು ಸೂಕ್ತ ಬಂದೋಬಸ್ತ್ ಕಲ್ಪಿಸಿದ್ದರು. ಜಾತ್ರೆಯಲ್ಲಿ ಸಿಹಿ ತಿಂಡಿ ಅಂಗಡಿಗಳು ಹಾಗೂ ಆಟಿಕೆ ಅಂಗಡಿಗಳು ಗಮನ ಸೆಳೆದವು. (952, 1640, 1211, 1694)
award-person-1 (33, 1689, 82, 1817)
mla-tag: ಶಾಸಕ ಪ್ರದೀಪ್ ಈಶ್ವರ್ ಹೇಳಿಕೆ (308, 1835, 688, 1867)
bottom-col-4: ಮುಂದಿನ 2 ವರ್ಷಗಳ ಒಳಗಾಗಿ ಎಲ್ಲಾ ವಾರ್ಡ್‌ಗಳಲ್ಲಿ ಮೂಲಸೌಕರ್ಯ ಕಲ್ಪಿಸಲಾಗುವುದು. ನಗರಸಭೆ ಅಧ್ಯಕ್ಷರು, ಸದಸ್ಯರು, ಅಧಿಕಾರಿಗಳು ಉಪಸ್ಥಿತರಿದ್ದರು. (591, 2226, 769, 2266)
basava-col-1: ಎಚ್ ಡಿ ಕೋಟೆ: ಎಚ್ ಡಿ ಕೋಟೆ ತಾಲೂಕಿನ ಮೊತ್ತ ಗ್ರಾಮದಲ್ಲಿ ಶ್ರೀ ಬಸವೇಶ್ವರ ಸ್ವಾಮಿಯ ಕೊಂಡೋತ್ಸವ ಅದ್ದೂರಿಯಾಗಿ ನೆರವೇರಿತು. ಸುತ್ತಮುತ್ತಲ ಗ್ರಾಮಗಳ ಸಾವಿರಾರು ಭಕ್ತರು ಕೊಂಡೋತ್ಸವದಲ್ಲಿ ಭಾಗವಹಿಸಿದ್ದರು. ಕೊಂಡೋತ್ಸವದ ಹಿನ್ನೆಲೆಯಲ್ಲಿ ದೇವಸ್ಥಾನವನ್ನು ತಳಿರು ತೋರಣಗಳಿಂದ ಅಲಂಕರಿಸಲಾಗಿತ್ತು. (442, 1640, 685, 1707)
main-col-1: ಮೈಸೂರು: ಇತ್ತೀಚಿನ ದಿನಗಳಲ್ಲಿ ಗರ್ಭಧಾರಣೆಯಲ್ಲಿ ಅಡೆತಡೆಗಳನ್ನು ಎದುರಿಸುತ್ತಿರುವ ಸಂತಾನಹೀನತೆಯ ದಂಪತಿಗಳಲ್ಲಿ ಚಿಂತಾಜನಕವಾಗಿದೆ. ಕೆಲವು ದಂಪತಿಗಳು ತಮ್ಮ ಜೀವನದಲ್ಲಿ ಮಗುವನ್ನು ಪಡೆಯಲು ಹಲವು ಬಾರಿ ಪ್ರಯತ್ನಿಸಿದರೂ ಯಶಸ್ಸು ಕಾಣುತ್ತಿಲ್ಲ. ಅಂತಹ ದಂಪತಿಗಳಿಗೆ ಒಂದು ಹೊಸ ಆಶಾಕಿರಣವಾಗಿ ಎಂಬ್ರಿಯೋ ಪೂಲಿಂಗ್ ವಿಧಾನವನ್ನು ಪರಿಚಯಿಸಲಾಗಿದೆ. ಮಣಿಪಾಲ ಆಸ್ಪತ್ರೆ ಮೈಸೂರು ಗರ್ಭಧಾರಣೆಯ ಸಾಧ್ಯತೆಗಳನ್ನು ಹೆಚ್ಚಿಸುವ ನೂತನ ವಿಧಾನವಾದ ಎಂಬ್ರಿಯೋ (ಭ್ರೂಣ) ಪೂಲಿಂಗ್ ಬಗ್ಗೆ ಜಾಗೃತಿ ಮೂಡಿಸುವ ಉದ್ದೇಶದಿಂದ ಏಪ್ರಿಲ್ 08, 2025 ರಂದು ಮೈಸೂರಿನ ಪತ್ರಿಕಾ ಭವನದಲ್ಲಿ ಪತ್ರಿಕಾಗೋಷ್ಠಿಯನ್ನು ಆಯೋಜಿಸಿತ್ತು. ಡಾ. ನಿವೇದಿತಾ ವಿಜಯ್ ಅವರು, ಸಂತಾನೋತ್ಪತ್ತಿ ಮತ್ತು ಐವಿಎಫ್ ತಜ್ಞರು ಮತ್ತು ಕನ್ಸಲ್ಟೆಂಟ್ ಮಣಿಪಾಲ ಆಸ್ಪತ್ರೆ ಮೈಸೂರು ಮತ್ತು ಡಾ. ಉಪೇಂದ್ರ ಶೆಣೈ, ಕ್ಲಸ್ಟರ್ ನಿರ್ದೇಶಕರು ಮಣಿಪಾಲ ಆಸ್ಪತ್ರೆ ಮೈಸೂರು ಸಮ್ಮೇಳನದ ಅಧ್ಯಕ್ಷತೆ ವಹಿಸಿದ್ದರು. ಕಾರ್ಯಕ್ರಮದಲ್ಲಿ ಡಾ. ನಿವೇದಿತಾ ಅವರು ವಿಶೇಷವಾಗಿ ಕಡಿಮೆ ಸಂಖ್ಯೆಯ ಅಂಡಾಣುಗಳ ಮೀಸಲನ್ನು ಹೊಂದಿರುವ ಕಾರಣದಿಂದಾಗಿ ಗರ್ಭಧಾರಣೆಯಲ್ಲಿ ತೊಂದರೆ ಅನುಭವಿಸುತ್ತಿರುವ ಅನೇಕ ದಂಪತಿಗಳಿಗೆ ಈ ವಿಧಾನ ಉತ್ತಮ ಆಯ್ಕೆಯಾಗಿದೆ ಎಂದರು. (8, 213, 299, 390)
si-headline: ಸಬ್ ಇನ್ಸ್‌ಪೆಕ್ಟರ್ ಆಕಾಶ್‌ಗೆ ಅಭಿನಂದನೆ (1029, 1837, 1339, 1865)
chariot-photo (217, 719, 429, 947)
main-headline: ಗರ್ಭಧಾರಣೆಯಲ್ಲಿ ಅಡೆತಡೆಗಳ ನಿವಾರಣೆಗೆ ಒಂದು ಆಶಾಕಿರಣ (8, 142, 965, 201)
award-person-5 (365, 1692, 414, 1817)
benefits-body: ವಂಶವಾಹಿನಿಗಳ ಸಂರಕ್ಷಣೆ: ದಾನಿ ಅಂಡಾಣುಗಳಿಗಿಂತ ಭಿನ್ನವಾಗಿ, ಈ ವಿಧಾನವು ದಂಪತಿಗಳು ತಮ್ಮದೇ ಆದ ವಂಶವಾಹಿನಿಗಳನ್ನು ಹೊಂದಿರುವ ಭ್ರೂಣಗಳೊಂದಿಗೆ ಗರ್ಭಧರಿಸಲು ಅನುವು ಮಾಡಿಕೊಡುತ್ತದೆ. ಹೆಚ್ಚಿನ ಯಶಸ್ಸಿನ ದರಗಳು: ಹಲವಾರು ಚಕ್ರಗಳಿಂದ ಭ್ರೂಣಗಳನ್ನು ಒಟ್ಟುಗೂಡಿಸುವ ಮೂಲಕ, ಗರ್ಭಧಾರಣೆಯ ಸಾಧ್ಯತೆಗಳು ಗಮನಾರ್ಹವಾಗಿ ಹೆಚ್ಚಾಗುತ್ತವೆ. ವೆಚ್ಚ-ಪರಿಣಾಮಕಾರಿ: ಭ್ರೂಣ ಪೂಲಿಂಗ್ ಆಯ್ಕೆಯಿಂದ ಬಹು ಐವಿಎಫ್ ಚಕ್ರಗಳನ್ನು ಒಟ್ಟುಗೂಡಿಸುವುದರಿಂದ ಆರ್ಥಿಕ ಹೊರೆ ಕಡಿಮೆಯಾಗುತ್ತದೆ. (634, 254, 871, 354)
